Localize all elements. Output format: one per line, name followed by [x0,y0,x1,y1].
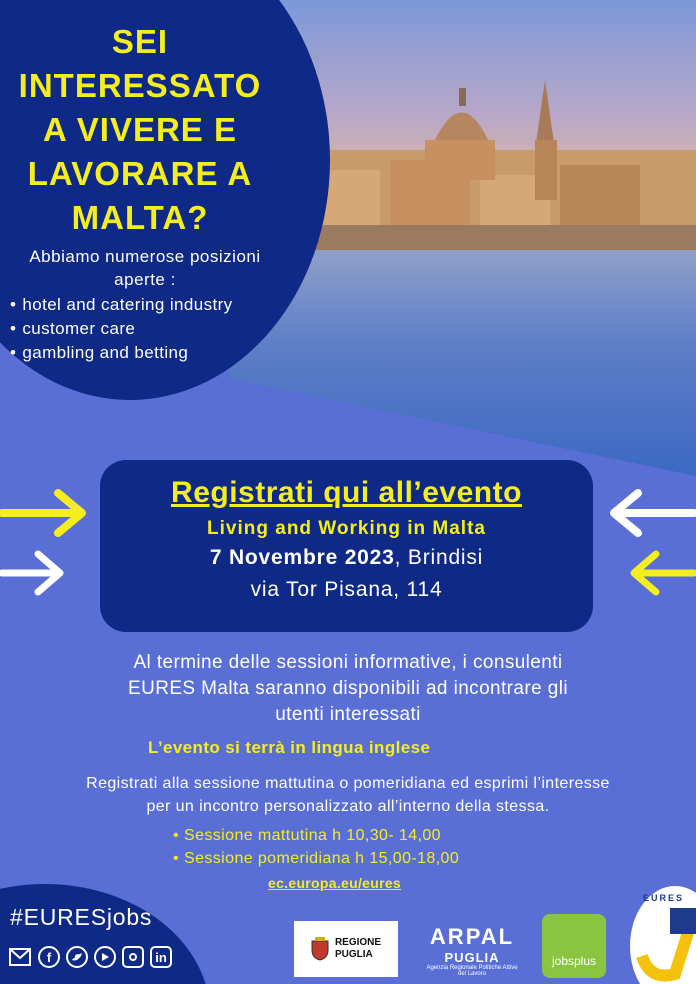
session-item: • Sessione pomeridiana h 15,00-18,00 [173,847,459,870]
registration-text: Registrati alla sessione mattutina o pomeridiana ed esprimi l’interesse per un incontro personalizzato all’interno della stessa. [86,775,610,815]
social-icons [8,946,172,968]
hero-section [0,0,696,470]
session-item: • Sessione mattutina h 10,30- 14,00 [173,824,459,847]
position-item: • gambling and betting [10,341,233,365]
event-registration-box[interactable] [100,460,593,632]
arrow-left-yellow-icon [626,548,696,598]
facebook-icon[interactable]: f [38,946,60,968]
positions-intro: Abbiamo numerose posizioni aperte : [29,247,261,289]
positions-list [10,293,233,365]
language-note: L’evento si terrà in lingua inglese [148,738,431,757]
event-subtitle: Living and Working in Malta [207,518,486,539]
arrow-right-yellow-icon [0,488,90,538]
youtube-icon[interactable] [94,946,116,968]
arpal-puglia-logo: ARPAL PUGLIA Agenzia Regionale Politiche Attive del Lavoro [426,924,518,977]
arrow-left-white-icon [606,488,696,538]
event-address: via Tor Pisana, 114 [250,578,443,601]
mail-icon[interactable] [8,946,32,968]
event-title-link[interactable]: Registrati qui all’evento [171,476,522,509]
regione-puglia-logo: REGIONE PUGLIA [294,921,398,977]
sessions-list [173,824,459,870]
social-circle [0,884,210,984]
hashtag: #EURESjobs [10,904,153,930]
arrow-right-white-icon [0,548,66,598]
coat-of-arms-icon [311,937,329,961]
jobsplus-logo: jobsplus [542,914,606,978]
event-date: 7 Novembre 2023, Brindisi [209,546,484,569]
headline: SEI INTERESSATO A VIVERE E LAVORARE A MALTA? [18,23,262,236]
twitter-icon[interactable] [66,946,88,968]
position-item: • hotel and catering industry [10,293,233,317]
instagram-icon[interactable] [122,946,144,968]
eures-logo-text: EURES [643,893,685,903]
eures-website-link[interactable]: ec.europa.eu/eures [268,875,402,891]
position-item: • customer care [10,317,233,341]
linkedin-icon[interactable]: in [150,946,172,968]
info-text: Al termine delle sessioni informative, i consulenti EURES Malta saranno disponibili ad incontrare gli utenti interessati [128,652,568,725]
